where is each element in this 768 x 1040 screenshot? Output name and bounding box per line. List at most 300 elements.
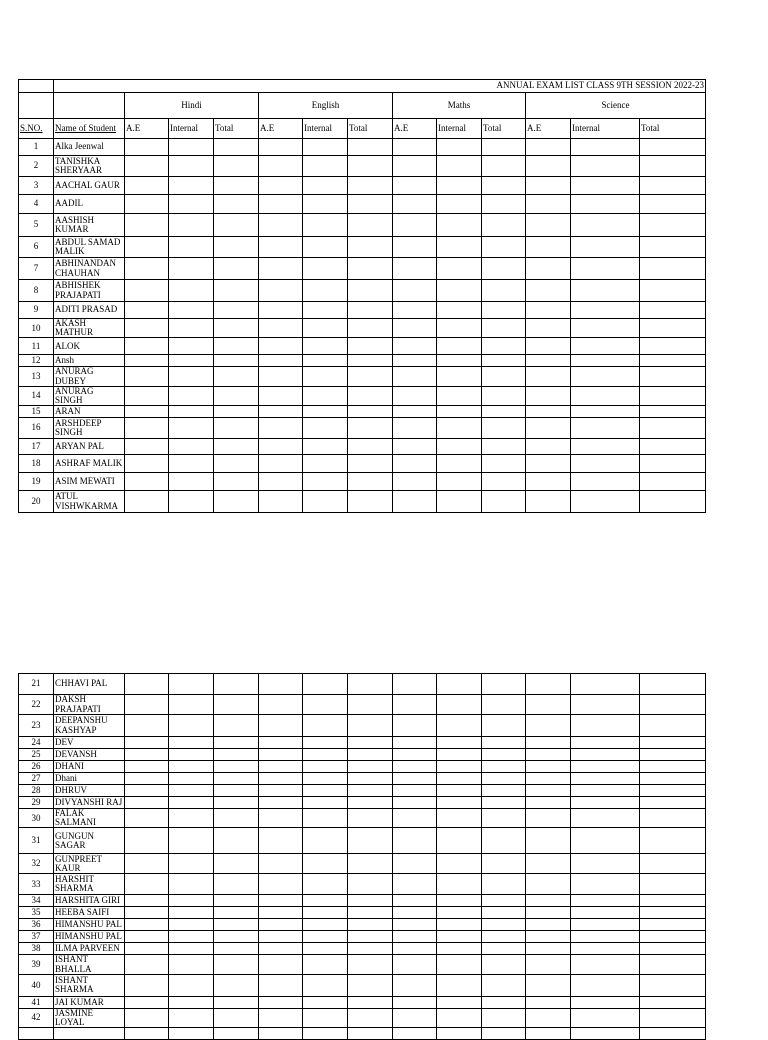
mark-cell[interactable]	[303, 338, 348, 355]
mark-cell[interactable]	[393, 491, 437, 513]
mark-cell[interactable]	[640, 156, 706, 177]
mark-cell[interactable]	[571, 386, 640, 405]
mark-cell[interactable]	[125, 828, 169, 854]
mark-cell[interactable]	[482, 406, 526, 418]
mark-cell[interactable]	[214, 195, 259, 214]
mark-cell[interactable]	[169, 439, 214, 455]
mark-cell[interactable]	[303, 214, 348, 237]
mark-cell[interactable]	[259, 797, 303, 809]
mark-cell[interactable]	[571, 139, 640, 156]
mark-cell[interactable]	[169, 809, 214, 828]
mark-cell[interactable]	[259, 237, 303, 258]
mark-cell[interactable]	[303, 258, 348, 280]
mark-cell[interactable]	[437, 367, 482, 386]
mark-cell[interactable]	[169, 785, 214, 797]
mark-cell[interactable]	[393, 302, 437, 319]
mark-cell[interactable]	[214, 367, 259, 386]
mark-cell[interactable]	[571, 695, 640, 715]
mark-cell[interactable]	[259, 139, 303, 156]
mark-cell[interactable]	[348, 809, 393, 828]
mark-cell[interactable]	[571, 473, 640, 491]
mark-cell[interactable]	[393, 319, 437, 338]
mark-cell[interactable]	[348, 715, 393, 737]
mark-cell[interactable]	[259, 302, 303, 319]
mark-cell[interactable]	[526, 974, 571, 996]
mark-cell[interactable]	[571, 237, 640, 258]
mark-cell[interactable]	[482, 695, 526, 715]
mark-cell[interactable]	[214, 773, 259, 785]
mark-cell[interactable]	[169, 473, 214, 491]
mark-cell[interactable]	[214, 319, 259, 338]
mark-cell[interactable]	[526, 761, 571, 773]
mark-cell[interactable]	[571, 809, 640, 828]
mark-cell[interactable]	[125, 319, 169, 338]
mark-cell[interactable]	[214, 139, 259, 156]
mark-cell[interactable]	[169, 418, 214, 439]
mark-cell[interactable]	[125, 1008, 169, 1027]
mark-cell[interactable]	[214, 473, 259, 491]
mark-cell[interactable]	[169, 737, 214, 749]
mark-cell[interactable]	[214, 418, 259, 439]
mark-cell[interactable]	[214, 695, 259, 715]
mark-cell[interactable]	[303, 319, 348, 338]
mark-cell[interactable]	[482, 355, 526, 367]
mark-cell[interactable]	[214, 439, 259, 455]
mark-cell[interactable]	[259, 737, 303, 749]
mark-cell[interactable]	[437, 491, 482, 513]
mark-cell[interactable]	[437, 237, 482, 258]
mark-cell[interactable]	[259, 715, 303, 737]
mark-cell[interactable]	[640, 809, 706, 828]
mark-cell[interactable]	[125, 302, 169, 319]
mark-cell[interactable]	[169, 195, 214, 214]
mark-cell[interactable]	[303, 737, 348, 749]
mark-cell[interactable]	[571, 406, 640, 418]
mark-cell[interactable]	[393, 367, 437, 386]
mark-cell[interactable]	[169, 674, 214, 695]
mark-cell[interactable]	[482, 280, 526, 302]
mark-cell[interactable]	[526, 214, 571, 237]
mark-cell[interactable]	[169, 773, 214, 785]
mark-cell[interactable]	[482, 761, 526, 773]
mark-cell[interactable]	[640, 455, 706, 473]
mark-cell[interactable]	[303, 439, 348, 455]
mark-cell[interactable]	[571, 177, 640, 195]
mark-cell[interactable]	[571, 439, 640, 455]
mark-cell[interactable]	[259, 1008, 303, 1027]
mark-cell[interactable]	[303, 809, 348, 828]
mark-cell[interactable]	[482, 674, 526, 695]
mark-cell[interactable]	[169, 258, 214, 280]
mark-cell[interactable]	[125, 214, 169, 237]
mark-cell[interactable]	[526, 1008, 571, 1027]
mark-cell[interactable]	[437, 156, 482, 177]
mark-cell[interactable]	[125, 473, 169, 491]
mark-cell[interactable]	[259, 931, 303, 943]
mark-cell[interactable]	[169, 797, 214, 809]
mark-cell[interactable]	[526, 319, 571, 338]
mark-cell[interactable]	[125, 809, 169, 828]
mark-cell[interactable]	[640, 195, 706, 214]
mark-cell[interactable]	[259, 214, 303, 237]
mark-cell[interactable]	[125, 237, 169, 258]
mark-cell[interactable]	[348, 907, 393, 919]
mark-cell[interactable]	[482, 367, 526, 386]
mark-cell[interactable]	[259, 491, 303, 513]
mark-cell[interactable]	[169, 1008, 214, 1027]
mark-cell[interactable]	[393, 828, 437, 854]
mark-cell[interactable]	[303, 406, 348, 418]
mark-cell[interactable]	[169, 302, 214, 319]
mark-cell[interactable]	[214, 809, 259, 828]
mark-cell[interactable]	[169, 695, 214, 715]
mark-cell[interactable]	[640, 854, 706, 874]
mark-cell[interactable]	[482, 943, 526, 955]
mark-cell[interactable]	[526, 854, 571, 874]
mark-cell[interactable]	[259, 785, 303, 797]
mark-cell[interactable]	[437, 737, 482, 749]
mark-cell[interactable]	[214, 674, 259, 695]
mark-cell[interactable]	[393, 785, 437, 797]
mark-cell[interactable]	[259, 338, 303, 355]
mark-cell[interactable]	[125, 338, 169, 355]
mark-cell[interactable]	[259, 874, 303, 895]
mark-cell[interactable]	[482, 996, 526, 1008]
mark-cell[interactable]	[259, 355, 303, 367]
mark-cell[interactable]	[214, 177, 259, 195]
mark-cell[interactable]	[125, 974, 169, 996]
mark-cell[interactable]	[393, 773, 437, 785]
mark-cell[interactable]	[259, 319, 303, 338]
mark-cell[interactable]	[125, 715, 169, 737]
mark-cell[interactable]	[482, 455, 526, 473]
mark-cell[interactable]	[640, 214, 706, 237]
mark-cell[interactable]	[640, 715, 706, 737]
mark-cell[interactable]	[348, 761, 393, 773]
mark-cell[interactable]	[571, 854, 640, 874]
mark-cell[interactable]	[214, 715, 259, 737]
mark-cell[interactable]	[348, 280, 393, 302]
mark-cell[interactable]	[214, 943, 259, 955]
mark-cell[interactable]	[393, 338, 437, 355]
mark-cell[interactable]	[526, 919, 571, 931]
mark-cell[interactable]	[169, 874, 214, 895]
mark-cell[interactable]	[437, 797, 482, 809]
mark-cell[interactable]	[125, 674, 169, 695]
mark-cell[interactable]	[348, 491, 393, 513]
mark-cell[interactable]	[259, 761, 303, 773]
mark-cell[interactable]	[303, 302, 348, 319]
mark-cell[interactable]	[526, 195, 571, 214]
mark-cell[interactable]	[303, 355, 348, 367]
mark-cell[interactable]	[169, 139, 214, 156]
mark-cell[interactable]	[125, 406, 169, 418]
mark-cell[interactable]	[393, 214, 437, 237]
mark-cell[interactable]	[214, 280, 259, 302]
mark-cell[interactable]	[393, 674, 437, 695]
mark-cell[interactable]	[393, 931, 437, 943]
mark-cell[interactable]	[482, 156, 526, 177]
mark-cell[interactable]	[259, 367, 303, 386]
mark-cell[interactable]	[169, 828, 214, 854]
mark-cell[interactable]	[482, 809, 526, 828]
mark-cell[interactable]	[393, 737, 437, 749]
mark-cell[interactable]	[303, 749, 348, 761]
mark-cell[interactable]	[393, 386, 437, 405]
mark-cell[interactable]	[348, 406, 393, 418]
mark-cell[interactable]	[348, 674, 393, 695]
mark-cell[interactable]	[214, 156, 259, 177]
mark-cell[interactable]	[526, 355, 571, 367]
mark-cell[interactable]	[482, 854, 526, 874]
mark-cell[interactable]	[259, 156, 303, 177]
mark-cell[interactable]	[169, 996, 214, 1008]
mark-cell[interactable]	[169, 355, 214, 367]
mark-cell[interactable]	[348, 797, 393, 809]
mark-cell[interactable]	[348, 237, 393, 258]
mark-cell[interactable]	[303, 895, 348, 907]
mark-cell[interactable]	[482, 773, 526, 785]
mark-cell[interactable]	[393, 761, 437, 773]
mark-cell[interactable]	[169, 761, 214, 773]
mark-cell[interactable]	[437, 931, 482, 943]
mark-cell[interactable]	[393, 895, 437, 907]
mark-cell[interactable]	[303, 418, 348, 439]
mark-cell[interactable]	[348, 737, 393, 749]
mark-cell[interactable]	[393, 715, 437, 737]
mark-cell[interactable]	[526, 367, 571, 386]
mark-cell[interactable]	[259, 695, 303, 715]
mark-cell[interactable]	[259, 406, 303, 418]
mark-cell[interactable]	[348, 302, 393, 319]
mark-cell[interactable]	[482, 749, 526, 761]
mark-cell[interactable]	[640, 907, 706, 919]
mark-cell[interactable]	[640, 258, 706, 280]
mark-cell[interactable]	[437, 907, 482, 919]
mark-cell[interactable]	[348, 931, 393, 943]
mark-cell[interactable]	[303, 280, 348, 302]
mark-cell[interactable]	[482, 785, 526, 797]
mark-cell[interactable]	[640, 302, 706, 319]
mark-cell[interactable]	[303, 874, 348, 895]
mark-cell[interactable]	[393, 406, 437, 418]
mark-cell[interactable]	[214, 854, 259, 874]
mark-cell[interactable]	[526, 749, 571, 761]
mark-cell[interactable]	[169, 280, 214, 302]
mark-cell[interactable]	[303, 156, 348, 177]
mark-cell[interactable]	[640, 974, 706, 996]
mark-cell[interactable]	[214, 214, 259, 237]
mark-cell[interactable]	[437, 473, 482, 491]
mark-cell[interactable]	[214, 1008, 259, 1027]
mark-cell[interactable]	[125, 280, 169, 302]
mark-cell[interactable]	[526, 455, 571, 473]
mark-cell[interactable]	[482, 919, 526, 931]
mark-cell[interactable]	[125, 386, 169, 405]
mark-cell[interactable]	[259, 473, 303, 491]
mark-cell[interactable]	[571, 418, 640, 439]
mark-cell[interactable]	[259, 828, 303, 854]
mark-cell[interactable]	[526, 139, 571, 156]
mark-cell[interactable]	[259, 907, 303, 919]
mark-cell[interactable]	[393, 695, 437, 715]
mark-cell[interactable]	[437, 943, 482, 955]
mark-cell[interactable]	[214, 797, 259, 809]
mark-cell[interactable]	[571, 491, 640, 513]
mark-cell[interactable]	[214, 355, 259, 367]
mark-cell[interactable]	[640, 955, 706, 974]
mark-cell[interactable]	[125, 749, 169, 761]
mark-cell[interactable]	[640, 943, 706, 955]
mark-cell[interactable]	[526, 773, 571, 785]
mark-cell[interactable]	[482, 895, 526, 907]
mark-cell[interactable]	[125, 797, 169, 809]
mark-cell[interactable]	[526, 874, 571, 895]
mark-cell[interactable]	[125, 919, 169, 931]
mark-cell[interactable]	[259, 280, 303, 302]
mark-cell[interactable]	[393, 854, 437, 874]
mark-cell[interactable]	[214, 919, 259, 931]
mark-cell[interactable]	[348, 455, 393, 473]
mark-cell[interactable]	[571, 674, 640, 695]
mark-cell[interactable]	[348, 955, 393, 974]
mark-cell[interactable]	[303, 139, 348, 156]
mark-cell[interactable]	[169, 974, 214, 996]
mark-cell[interactable]	[571, 955, 640, 974]
mark-cell[interactable]	[169, 895, 214, 907]
mark-cell[interactable]	[640, 749, 706, 761]
mark-cell[interactable]	[393, 177, 437, 195]
mark-cell[interactable]	[571, 996, 640, 1008]
mark-cell[interactable]	[125, 773, 169, 785]
mark-cell[interactable]	[526, 895, 571, 907]
mark-cell[interactable]	[259, 974, 303, 996]
mark-cell[interactable]	[640, 674, 706, 695]
mark-cell[interactable]	[125, 367, 169, 386]
mark-cell[interactable]	[526, 386, 571, 405]
mark-cell[interactable]	[526, 237, 571, 258]
mark-cell[interactable]	[259, 919, 303, 931]
mark-cell[interactable]	[571, 919, 640, 931]
mark-cell[interactable]	[437, 355, 482, 367]
mark-cell[interactable]	[125, 695, 169, 715]
mark-cell[interactable]	[393, 955, 437, 974]
mark-cell[interactable]	[393, 195, 437, 214]
mark-cell[interactable]	[437, 258, 482, 280]
mark-cell[interactable]	[571, 737, 640, 749]
mark-cell[interactable]	[437, 214, 482, 237]
mark-cell[interactable]	[437, 674, 482, 695]
mark-cell[interactable]	[348, 418, 393, 439]
mark-cell[interactable]	[303, 473, 348, 491]
mark-cell[interactable]	[640, 996, 706, 1008]
mark-cell[interactable]	[393, 139, 437, 156]
mark-cell[interactable]	[348, 319, 393, 338]
mark-cell[interactable]	[125, 895, 169, 907]
mark-cell[interactable]	[214, 386, 259, 405]
mark-cell[interactable]	[125, 907, 169, 919]
mark-cell[interactable]	[571, 828, 640, 854]
mark-cell[interactable]	[393, 974, 437, 996]
mark-cell[interactable]	[482, 177, 526, 195]
mark-cell[interactable]	[526, 785, 571, 797]
mark-cell[interactable]	[214, 907, 259, 919]
mark-cell[interactable]	[437, 280, 482, 302]
mark-cell[interactable]	[640, 761, 706, 773]
mark-cell[interactable]	[125, 355, 169, 367]
mark-cell[interactable]	[214, 258, 259, 280]
mark-cell[interactable]	[125, 156, 169, 177]
mark-cell[interactable]	[640, 280, 706, 302]
mark-cell[interactable]	[437, 955, 482, 974]
mark-cell[interactable]	[214, 237, 259, 258]
mark-cell[interactable]	[640, 418, 706, 439]
mark-cell[interactable]	[393, 1008, 437, 1027]
mark-cell[interactable]	[169, 931, 214, 943]
mark-cell[interactable]	[571, 302, 640, 319]
mark-cell[interactable]	[482, 1008, 526, 1027]
mark-cell[interactable]	[393, 749, 437, 761]
mark-cell[interactable]	[348, 854, 393, 874]
mark-cell[interactable]	[348, 214, 393, 237]
mark-cell[interactable]	[348, 974, 393, 996]
mark-cell[interactable]	[571, 943, 640, 955]
mark-cell[interactable]	[393, 156, 437, 177]
mark-cell[interactable]	[303, 773, 348, 785]
mark-cell[interactable]	[303, 797, 348, 809]
mark-cell[interactable]	[169, 386, 214, 405]
mark-cell[interactable]	[214, 302, 259, 319]
mark-cell[interactable]	[571, 195, 640, 214]
mark-cell[interactable]	[348, 367, 393, 386]
mark-cell[interactable]	[125, 854, 169, 874]
mark-cell[interactable]	[437, 386, 482, 405]
mark-cell[interactable]	[125, 455, 169, 473]
mark-cell[interactable]	[526, 828, 571, 854]
mark-cell[interactable]	[259, 386, 303, 405]
mark-cell[interactable]	[348, 195, 393, 214]
mark-cell[interactable]	[571, 280, 640, 302]
mark-cell[interactable]	[169, 177, 214, 195]
mark-cell[interactable]	[303, 785, 348, 797]
mark-cell[interactable]	[526, 797, 571, 809]
mark-cell[interactable]	[571, 319, 640, 338]
mark-cell[interactable]	[526, 907, 571, 919]
mark-cell[interactable]	[437, 996, 482, 1008]
mark-cell[interactable]	[437, 418, 482, 439]
mark-cell[interactable]	[125, 996, 169, 1008]
mark-cell[interactable]	[526, 338, 571, 355]
mark-cell[interactable]	[214, 455, 259, 473]
mark-cell[interactable]	[259, 895, 303, 907]
mark-cell[interactable]	[169, 943, 214, 955]
mark-cell[interactable]	[571, 1008, 640, 1027]
mark-cell[interactable]	[125, 418, 169, 439]
mark-cell[interactable]	[482, 237, 526, 258]
mark-cell[interactable]	[214, 761, 259, 773]
mark-cell[interactable]	[437, 695, 482, 715]
mark-cell[interactable]	[303, 491, 348, 513]
mark-cell[interactable]	[640, 895, 706, 907]
mark-cell[interactable]	[393, 237, 437, 258]
mark-cell[interactable]	[303, 695, 348, 715]
mark-cell[interactable]	[437, 895, 482, 907]
mark-cell[interactable]	[393, 874, 437, 895]
mark-cell[interactable]	[169, 955, 214, 974]
mark-cell[interactable]	[259, 996, 303, 1008]
mark-cell[interactable]	[640, 338, 706, 355]
mark-cell[interactable]	[259, 943, 303, 955]
